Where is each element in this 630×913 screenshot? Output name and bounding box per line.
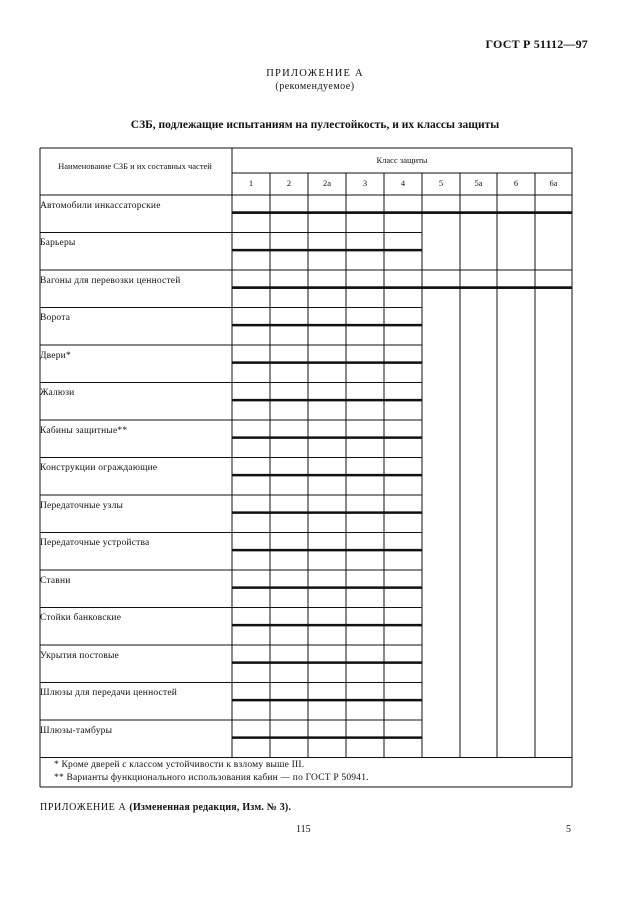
class-column-header: 2 (286, 178, 292, 188)
class-column-header: 2а (322, 178, 332, 188)
table-row-label: Ставни (40, 575, 71, 586)
table-row-label: Автомобили инкассаторские (40, 200, 161, 211)
class-column-header: 1 (248, 178, 254, 188)
table-row-label: Вагоны для перевозки ценностей (40, 275, 181, 286)
class-group-header: Класс защиты (376, 155, 428, 165)
class-column-header: 3 (362, 178, 368, 188)
class-column-header: 5а (474, 178, 483, 188)
class-column-header: 4 (400, 178, 406, 188)
appendix-status: (рекомендуемое) (275, 81, 355, 92)
table-row-label: Шлюзы-тамбуры (40, 725, 113, 736)
amendment-note (40, 802, 291, 813)
table-row-label: Жалюзи (40, 388, 75, 399)
table-row-label: Ворота (40, 313, 71, 324)
table-row-label: Барьеры (40, 238, 76, 249)
table-row-label: Укрытия постовые (40, 650, 119, 661)
name-column-header: Наименование СЗБ и их составных частей (58, 161, 212, 171)
page-number-right: 5 (566, 824, 571, 835)
page-number-center: 115 (296, 824, 311, 835)
footnote-1: * Кроме дверей с классом устойчивости к взлому выше III. (54, 760, 305, 770)
amendment-note-text: (Измененная редакция, Изм. № 3). (129, 802, 292, 813)
footnote-2: ** Варианты функционального использования кабин — по ГОСТ Р 50941. (54, 773, 369, 783)
table-row-label: Конструкции ограждающие (40, 463, 158, 474)
table-row-label: Двери* (40, 350, 71, 361)
table-row-label: Стойки банковские (40, 613, 122, 624)
appendix-label: ПРИЛОЖЕНИЕ А (266, 68, 364, 79)
class-column-header: 6а (549, 178, 558, 188)
table-row-label: Передаточные устройства (40, 538, 150, 549)
table-row-label: Шлюзы для передачи ценностей (40, 688, 178, 699)
amendment-note-prefix: ПРИЛОЖЕНИЕ А (40, 802, 127, 813)
table-row-label: Кабины защитные** (40, 425, 128, 436)
table-row-label: Передаточные узлы (40, 500, 124, 511)
class-column-header: 6 (513, 178, 519, 188)
class-column-header: 5 (438, 178, 444, 188)
standard-code: ГОСТ Р 51112—97 (485, 37, 588, 51)
table-title: СЗБ, подлежащие испытаниям на пулестойкость, и их классы защиты (130, 119, 500, 131)
